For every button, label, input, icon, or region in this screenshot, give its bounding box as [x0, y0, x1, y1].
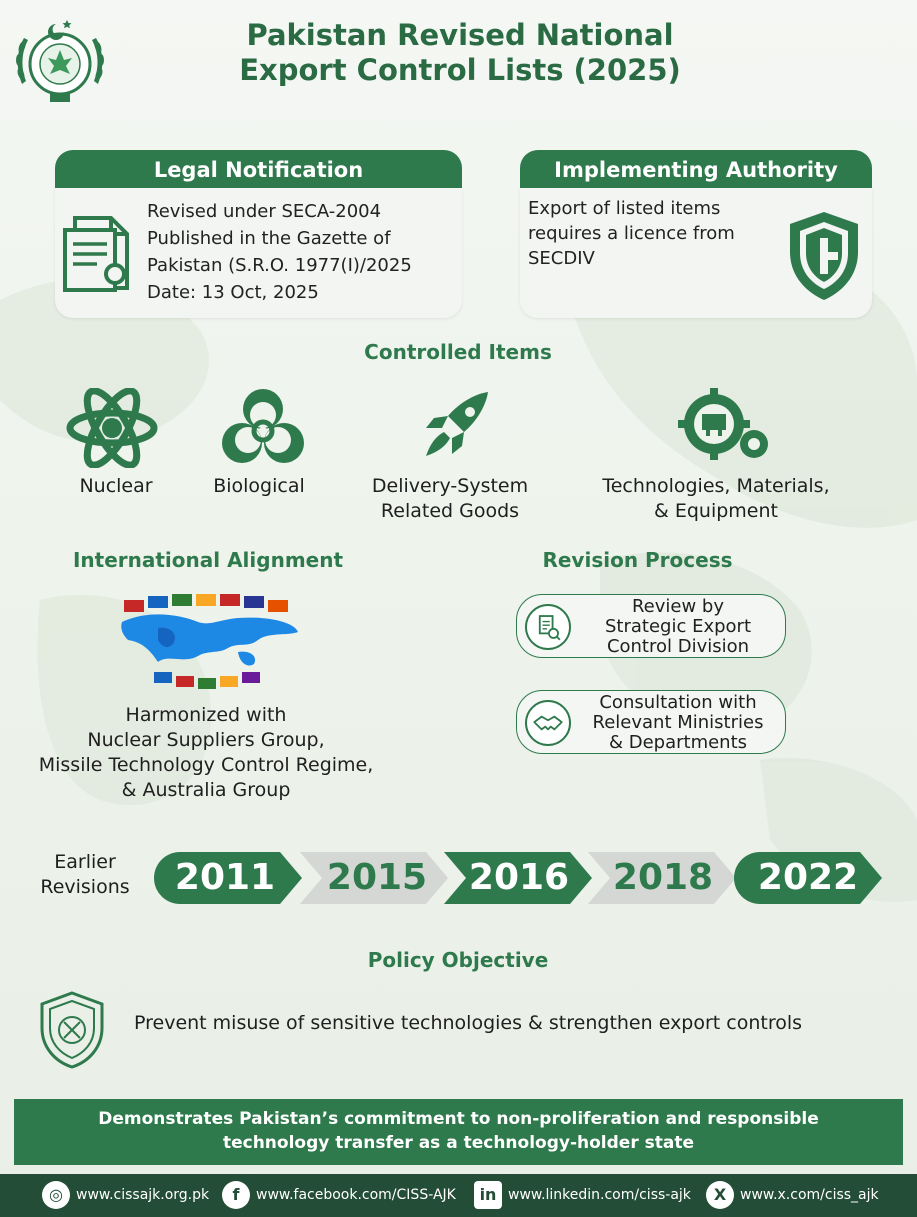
document-icon [61, 212, 137, 296]
implementing-authority-card [520, 188, 872, 318]
authority-line-1: Export of listed items [528, 198, 721, 219]
title-line-2: Export Control Lists (2025) [239, 53, 681, 87]
earlier-revisions-label: Earlier Revisions [40, 851, 130, 898]
biohazard-icon [218, 385, 308, 469]
revision-year-2015: 2015 [326, 857, 428, 898]
consultation-step-text: Consultation with Relevant Ministries & Departments [592, 692, 764, 753]
controlled-item-technologies: Technologies, Materials, & Equipment [602, 475, 830, 522]
page-title [200, 18, 720, 88]
facebook-icon: f [222, 1181, 250, 1209]
controlled-item-nuclear: Nuclear [79, 475, 153, 497]
globe-icon: ◎ [42, 1181, 70, 1209]
policy-objective-heading: Policy Objective [367, 948, 549, 972]
shield-chip-icon [38, 990, 106, 1070]
footer-facebook-link[interactable]: f www.facebook.com/CISS-AJK [222, 1174, 456, 1217]
shield-icon [784, 208, 864, 304]
implementing-authority-heading: Implementing Authority [520, 150, 872, 194]
legal-line-3: Pakistan (S.R.O. 1977(I)/2025 [147, 255, 412, 276]
legal-line-1: Revised under SECA-2004 [147, 201, 382, 222]
controlled-item-delivery-system: Delivery-System Related Goods [371, 475, 529, 522]
international-alignment-heading: International Alignment [72, 548, 344, 572]
x-icon: X [706, 1181, 734, 1209]
legal-notification-card [55, 188, 462, 318]
missile-icon [414, 386, 494, 466]
revision-year-2022: 2022 [757, 857, 859, 898]
handshake-icon [525, 700, 571, 746]
atom-icon [66, 388, 158, 468]
review-step-text: Review by Strategic Export Control Division [604, 596, 751, 657]
revision-step-consultation [516, 690, 786, 754]
revision-step-review [516, 594, 786, 658]
policy-objective-text: Prevent misuse of sensitive technologies & strengthen export controls [134, 1012, 803, 1034]
ciss-logo [12, 14, 108, 110]
revision-year-2018: 2018 [612, 857, 714, 898]
legal-line-2: Published in the Gazette of [147, 228, 391, 249]
revision-process-heading: Revision Process [542, 548, 733, 572]
globe-flags-icon [118, 592, 302, 692]
authority-line-2: requires a licence from [528, 223, 735, 244]
footer-website-link[interactable]: ◎ www.cissajk.org.pk [42, 1174, 209, 1217]
linkedin-icon: in [474, 1181, 502, 1209]
commitment-banner: Demonstrates Pakistan’s commitment to non-proliferation and responsible technology transfer as a technology-holder state [14, 1099, 903, 1165]
legal-line-4: Date: 13 Oct, 2025 [147, 282, 319, 303]
revision-year-2011: 2011 [174, 857, 276, 898]
gears-icon [676, 388, 772, 468]
footer-x-link[interactable]: X www.x.com/ciss_ajk [706, 1174, 879, 1217]
controlled-item-biological: Biological [213, 475, 305, 497]
legal-notification-heading: Legal Notification [55, 150, 462, 194]
footer-bar [0, 1174, 917, 1217]
international-alignment-text: Harmonized with Nuclear Suppliers Group, Missile Technology Control Regime, & Australia Group [38, 704, 374, 801]
authority-line-3: SECDIV [528, 248, 595, 269]
title-line-1: Pakistan Revised National [246, 18, 674, 52]
revision-year-2016: 2016 [468, 857, 570, 898]
review-icon [525, 604, 571, 650]
footer-linkedin-link[interactable]: in www.linkedin.com/ciss-ajk [474, 1174, 691, 1217]
controlled-items-heading: Controlled Items [364, 340, 552, 364]
